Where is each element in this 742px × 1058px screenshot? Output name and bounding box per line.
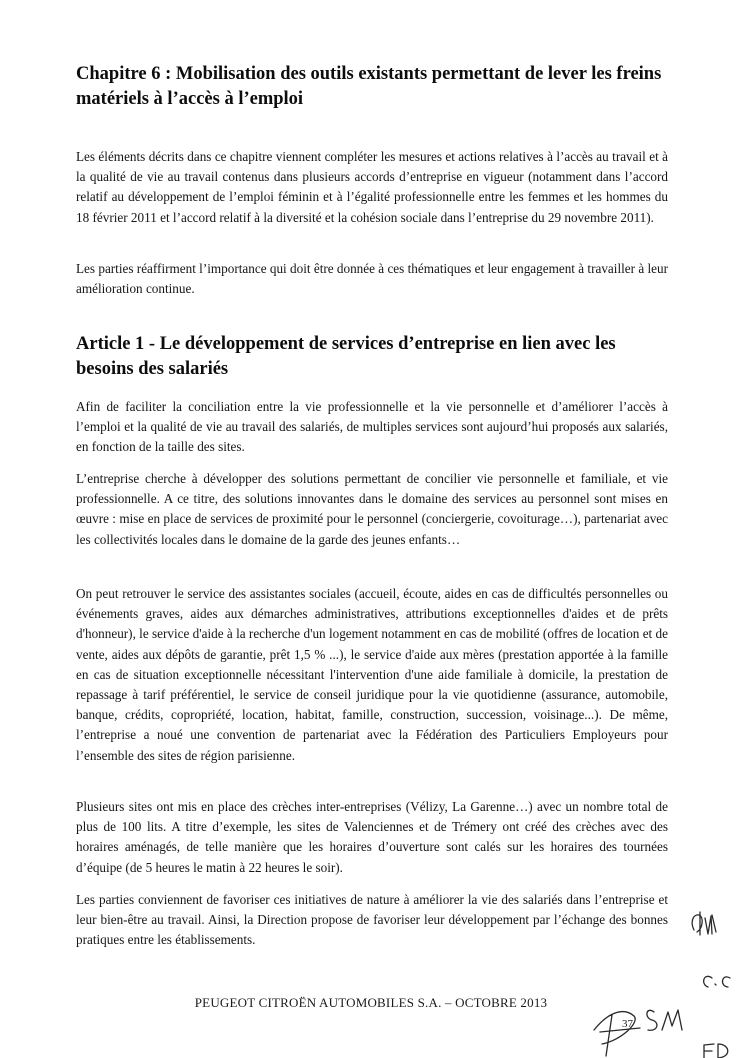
page-number: 37 <box>622 1018 633 1030</box>
article-paragraph-solutions: L’entreprise cherche à développer des solutions permettant de concilier vie personnelle et familiale, et vie professionnelle. A ce titre, des solutions innovantes dans le domaine des services au personnel sont mises en œuvre : mise en place de services de proximité pour le personnel (conciergerie, covoiturage…), partenariat avec les collectivités locales dans le domaine de la garde des jeunes enfants… <box>76 471 668 547</box>
article-paragraph-services: Afin de faciliter la conciliation entre la vie professionnelle et la vie personnelle et d’améliorer l’accès à l’emploi et la qualité de vie au travail des salariés, de multiples services sont aujourd’hui proposés aux salariés, en fonction de la taille des sites. <box>76 399 668 455</box>
page-signature <box>594 1012 640 1056</box>
article-paragraph-creches: Plusieurs sites ont mis en place des crèches inter-entreprises (Vélizy, La Garenne…) avec un nombre total de plus de 100 lits. A titre d’exemple, les sites de Valenciennes et de Trémery ont créé des crèches avec des horaires aménagés, de telle manière que les horaires d’ouverture sont calés sur les horaires des tournées d’équipe (de 5 heures le matin à 22 heures le soir). <box>76 799 668 875</box>
article-title: Article 1 - Le développement de services d’entreprise en lien avec les besoins des salariés <box>76 334 616 379</box>
initials-signature-2 <box>704 976 730 987</box>
article-paragraph-social-services: On peut retrouver le service des assistantes sociales (accueil, écoute, aides en cas de difficultés personnelles ou événements graves, aides aux démarches administratives, attributions exceptionnelles d'aides et de prêts d'honneur), le service d'aide à la recherche d'un logement notamment en cas de mobilité (offres de location et de vente, aides aux dépôts de garantie, prêt 1,5 % ...), le service d'aide aux mères (prestation apportée à la famille en cas de situation exceptionnelle nécessitant l'intervention d'une aide familiale à domicile, la prestation de repassage à tarif préférentiel, le service de conseil juridique pour la vie quotidienne (assurance, automobile, banque, crédits, copropriété, location, habitat, famille, construction, succession, voisinage...). De même, l’entreprise a noué une convention de partenariat avec la Fédération des Particuliers Employeurs pour l’ensemble des sites de région parisienne. <box>76 586 668 763</box>
initials-signature-1 <box>692 912 716 935</box>
initials-signature-3 <box>647 1010 682 1030</box>
chapter-title: Chapitre 6 : Mobilisation des outils existants permettant de lever les freins matériels à l’accès à l’emploi <box>76 64 662 109</box>
page-footer: PEUGEOT CITROËN AUTOMOBILES S.A. – OCTOBRE 2013 <box>194 995 548 1010</box>
chapter-commitment-paragraph: Les parties réaffirment l’importance qui doit être donnée à ces thématiques et leur engagement à travailler à leur amélioration continue. <box>76 261 668 297</box>
article-paragraph-conclusion: Les parties conviennent de favoriser ces initiatives de nature à améliorer la vie des salariés dans l’entreprise et leur bien-être au travail. Ainsi, la Direction propose de favoriser leur développement par l’échange des bonnes pratiques entre les établissements. <box>76 892 668 948</box>
initials-signature-4 <box>704 1044 728 1058</box>
chapter-intro-paragraph: Les éléments décrits dans ce chapitre viennent compléter les mesures et actions relatives à l’accès au travail et à la qualité de vie au travail contenus dans plusieurs accords d’entreprise en vigueur (notamment dans l’accord relatif au développement de l’emploi féminin et à l’égalité professionnelle entre les femmes et les hommes du 18 février 2011 et l’accord relatif à la diversité et la cohésion sociale dans l’entreprise du 29 novembre 2011). <box>76 149 668 225</box>
